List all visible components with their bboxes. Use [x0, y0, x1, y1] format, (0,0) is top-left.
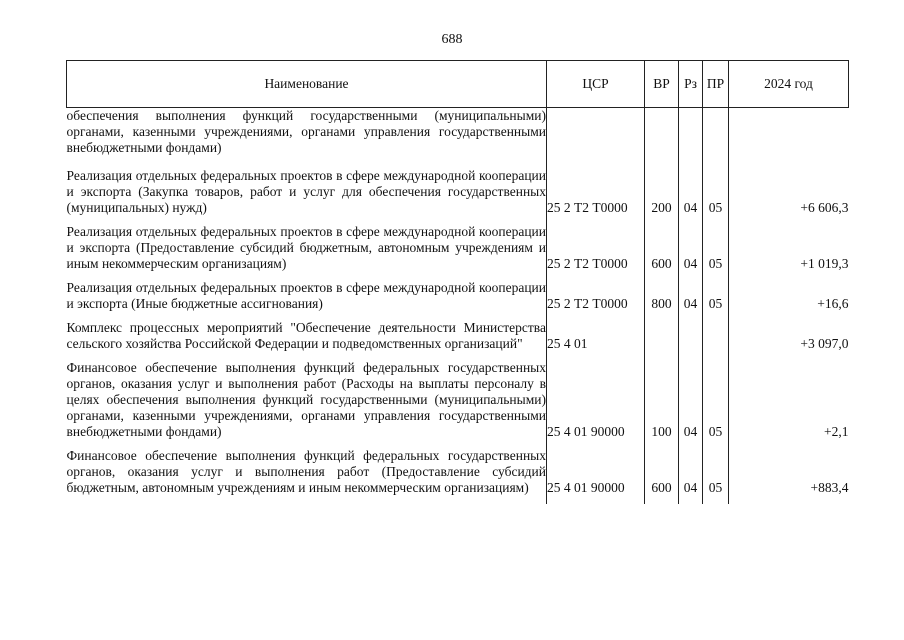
- row-rz: [679, 108, 703, 157]
- row-amount: +1 019,3: [729, 224, 849, 272]
- row-amount: +16,6: [729, 280, 849, 312]
- page-number: 688: [441, 32, 463, 47]
- row-name: Финансовое обеспечение выполнения функций федеральных государственных органов, оказания услуг и выполнения работ (Расходы на выплаты персоналу в целях обеспечения выполнения функций государственными (муниципальными) органами, казенными учреждениями, органами управления государственными внебюджетными фондами): [66, 360, 546, 439]
- table-row: [67, 108, 849, 157]
- row-amount: [729, 108, 849, 157]
- table-header-row: [67, 61, 849, 108]
- row-rz: 04: [679, 164, 703, 216]
- row-pr: [703, 108, 729, 157]
- header-year: 2024 год: [729, 61, 849, 108]
- header-csr: ЦСР: [547, 61, 645, 108]
- row-rz: [679, 320, 703, 352]
- row-vr: 600: [645, 224, 679, 272]
- header-name: Наименование: [67, 61, 547, 108]
- row-vr: [645, 320, 679, 352]
- row-name: Реализация отдельных федеральных проектов в сфере международной кооперации и экспорта (Иные бюджетные ассигнования): [66, 280, 546, 311]
- table-row: [67, 280, 849, 312]
- row-csr: 25 4 01: [547, 320, 645, 352]
- row-vr: 600: [645, 448, 679, 496]
- row-pr: 05: [703, 164, 729, 216]
- row-pr: 05: [703, 360, 729, 440]
- header-vr: ВР: [645, 61, 679, 108]
- row-csr: 25 4 01 90000: [547, 360, 645, 440]
- table-row: [67, 224, 849, 272]
- header-rz: Рз: [679, 61, 703, 108]
- table-row: [67, 448, 849, 496]
- row-amount: +6 606,3: [729, 164, 849, 216]
- row-pr: [703, 320, 729, 352]
- row-amount: +3 097,0: [729, 320, 849, 352]
- row-csr: 25 4 01 90000: [547, 448, 645, 496]
- table-row: [67, 164, 849, 216]
- row-name: Финансовое обеспечение выполнения функций федеральных государственных органов, оказания услуг и выполнения работ (Предоставление субсидий бюджетным, автономным учреждениям и иным некоммерческим организациям): [66, 448, 546, 495]
- row-name: обеспечения выполнения функций государственными (муниципальными) органами, казенными учреждениями, органами управления государственными внебюджетными фондами): [66, 108, 546, 155]
- row-pr: 05: [703, 448, 729, 496]
- row-rz: 04: [679, 360, 703, 440]
- table-row: [67, 360, 849, 440]
- header-pr: ПР: [703, 61, 729, 108]
- row-vr: 200: [645, 164, 679, 216]
- row-csr: 25 2 Т2 Т0000: [547, 224, 645, 272]
- row-name: Реализация отдельных федеральных проектов в сфере международной кооперации и экспорта (Закупка товаров, работ и услуг для обеспечения государственных (муниципальных) нужд): [66, 168, 546, 215]
- row-pr: 05: [703, 224, 729, 272]
- row-vr: 800: [645, 280, 679, 312]
- row-csr: [547, 108, 645, 157]
- row-name: Реализация отдельных федеральных проектов в сфере международной кооперации и экспорта (Предоставление субсидий бюджетным, автономным учреждениям и иным некоммерческим организациям): [66, 224, 546, 271]
- row-csr: 25 2 Т2 Т0000: [547, 164, 645, 216]
- row-amount: +2,1: [729, 360, 849, 440]
- row-csr: 25 2 Т2 Т0000: [547, 280, 645, 312]
- table-row: [67, 320, 849, 352]
- row-pr: 05: [703, 280, 729, 312]
- budget-table: [66, 60, 849, 504]
- row-amount: +883,4: [729, 448, 849, 496]
- row-vr: [645, 108, 679, 157]
- row-rz: 04: [679, 448, 703, 496]
- row-rz: 04: [679, 224, 703, 272]
- row-rz: 04: [679, 280, 703, 312]
- row-vr: 100: [645, 360, 679, 440]
- row-name: Комплекс процессных мероприятий "Обеспечение деятельности Министерства сельского хозяйства Российской Федерации и подведомственных организаций": [66, 320, 546, 351]
